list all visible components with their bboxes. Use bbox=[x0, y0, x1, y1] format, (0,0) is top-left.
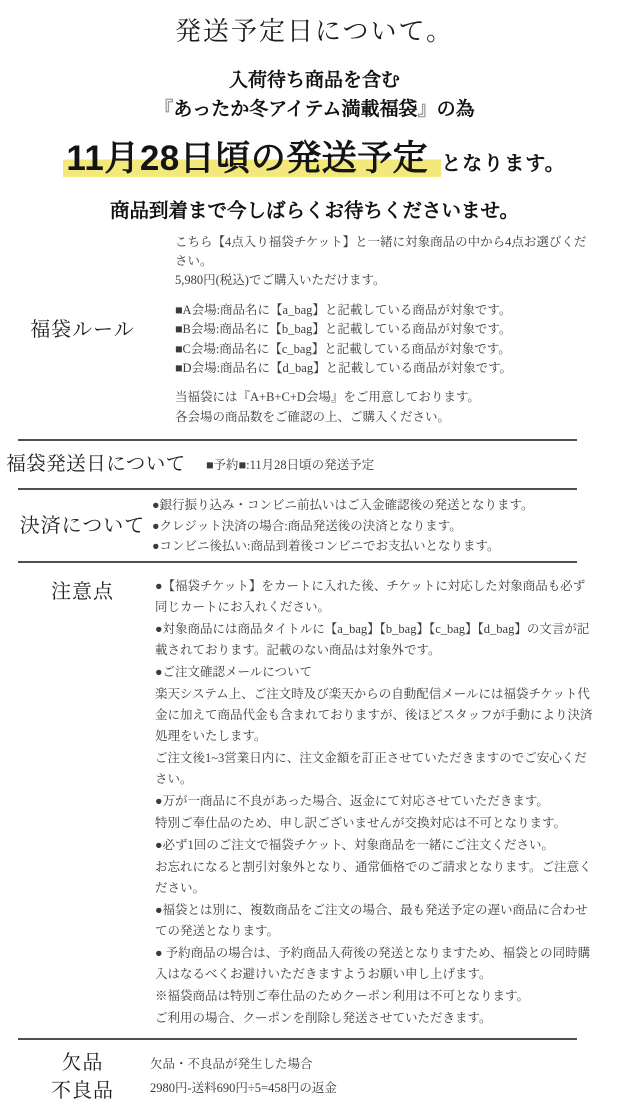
rule-venue-line: ■D会場:商品名に【d_bag】と記載している商品が対象です。 bbox=[175, 360, 513, 375]
rule-venues-group bbox=[175, 301, 587, 379]
section-label-ship-date: 福袋発送日について bbox=[6, 454, 186, 475]
note-item: ●【福袋チケット】をカートに入れた後、チケットに対応した対象商品も必ず同じカートにお入れください。 bbox=[155, 579, 586, 615]
section-label-payment: 決済について bbox=[19, 514, 146, 537]
rule-outro-line: 各会場の商品数をご確認の上、ご購入ください。 bbox=[175, 409, 451, 424]
subtitle-line2 bbox=[0, 98, 629, 123]
rule-intro-line: こちら【4点入り福袋チケット】と一緒に対象商品の中から4点お選びください。 bbox=[175, 234, 587, 268]
note-item: ●万が一商品に不良があった場合、返金にて対応させていただきます。 bbox=[155, 794, 549, 809]
rule-outro-line: 当福袋には『A+B+C+D会場』をご用意しております。 bbox=[175, 390, 480, 405]
ship-date-value: ■予約■:11月28日頃の発送予定 bbox=[206, 457, 375, 472]
page-title: 発送予定日について。 bbox=[175, 17, 454, 46]
payment-item: ●銀行振り込み・コンビニ前払いはご入金確認後の発送となります。 bbox=[152, 498, 534, 513]
shortage-item: 欠品・不良品が発生した場合 bbox=[150, 1057, 313, 1072]
shipping-date-suffix: となります。 bbox=[441, 152, 566, 175]
shortage-label-line2: 不良品 bbox=[51, 1080, 114, 1103]
rule-venue-line: ■A会場:商品名に【a_bag】と記載している商品が対象です。 bbox=[175, 302, 512, 317]
section-label-notes: 注意点 bbox=[51, 581, 114, 604]
note-item: お忘れになると割引対象外となり、通常価格でのご請求となります。ご注意ください。 bbox=[155, 860, 592, 896]
note-item: ●必ず1回のご注文で福袋チケット、対象商品を一緒にご注文ください。 bbox=[155, 838, 555, 853]
subtitle-suffix: の為 bbox=[436, 99, 475, 121]
note-item: ●福袋とは別に、複数商品をご注文の場合、最も発送予定の遅い商品に合わせての発送となります。 bbox=[155, 903, 588, 939]
section-label-rule: 福袋ルール bbox=[30, 318, 135, 341]
note-item: ● 予約商品の場合は、予約商品入荷後の発送となりますため、福袋との同時購入はなるべくお避けいただきますようお願い申し上げます。 bbox=[155, 946, 591, 982]
note-item: 楽天システム上、ご注文時及び楽天からの自動配信メールには福袋チケット代金に加えて商品代金も含まれておりますが、後ほどスタッフが手動により決済処理をいたします。 bbox=[155, 687, 593, 744]
wait-notice: 商品到着まで今しばらくお待ちくださいませ。 bbox=[110, 199, 519, 222]
note-item: ご利用の場合、クーポンを削除し発送させていただきます。 bbox=[155, 1011, 492, 1026]
shortage-content bbox=[150, 1053, 337, 1101]
payment-item: ●コンビニ後払い:商品到着後コンビニでお支払いとなります。 bbox=[152, 538, 500, 553]
note-item: 特別ご奉仕品のため、申し訳ございませんが交換対応は不可となります。 bbox=[155, 816, 567, 831]
rule-venue-line: ■B会場:商品名に【b_bag】と記載している商品が対象です。 bbox=[175, 322, 512, 337]
rule-intro-group bbox=[175, 233, 587, 291]
section-ship-date bbox=[0, 441, 629, 488]
subtitle-line1: 入荷待ち商品を含む bbox=[228, 69, 400, 91]
note-item: ●対象商品には商品タイトルに【a_bag】【b_bag】【c_bag】【d_bag】の文言が記載されております。記載のない商品は対象外です。 bbox=[155, 622, 590, 658]
note-item: ●ご注文確認メールについて bbox=[155, 665, 313, 680]
section-fukubukuro-rule bbox=[0, 223, 629, 439]
quote-open-bracket: 『 bbox=[154, 99, 174, 121]
notes-content bbox=[155, 576, 593, 1030]
section-payment bbox=[0, 490, 629, 561]
rule-venue-line: ■C会場:商品名に【c_bag】と記載している商品が対象です。 bbox=[175, 341, 511, 356]
payment-content bbox=[152, 495, 534, 556]
shipping-date-line bbox=[0, 137, 629, 181]
section-label-shortage bbox=[0, 1050, 165, 1104]
highlighted-shipping-date: 11月28日頃の発送予定 bbox=[63, 139, 441, 178]
shortage-item: 2980円-送料690円÷5=458円の返金 bbox=[150, 1081, 337, 1096]
rule-content bbox=[175, 233, 587, 427]
note-item: ご注文後1~3営業日内に、注文金額を訂正させていただきますのでご安心ください。 bbox=[155, 751, 587, 787]
fukubukuro-name: あったか冬アイテム満載福袋 bbox=[173, 99, 418, 121]
payment-item: ●クレジット決済の場合:商品発送後の決済となります。 bbox=[152, 518, 462, 533]
section-shortage bbox=[0, 1040, 629, 1104]
rule-outro-group bbox=[175, 388, 587, 427]
note-item: ※福袋商品は特別ご奉仕品のためクーポン利用は不可となります。 bbox=[155, 989, 530, 1004]
section-notes bbox=[0, 563, 629, 1038]
shipping-notice-header bbox=[0, 0, 629, 223]
rule-intro-line: 5,980円(税込)でご購入いただけます。 bbox=[175, 273, 386, 288]
quote-close-bracket: 』 bbox=[417, 99, 437, 121]
shortage-label-line1: 欠品 bbox=[61, 1052, 104, 1075]
